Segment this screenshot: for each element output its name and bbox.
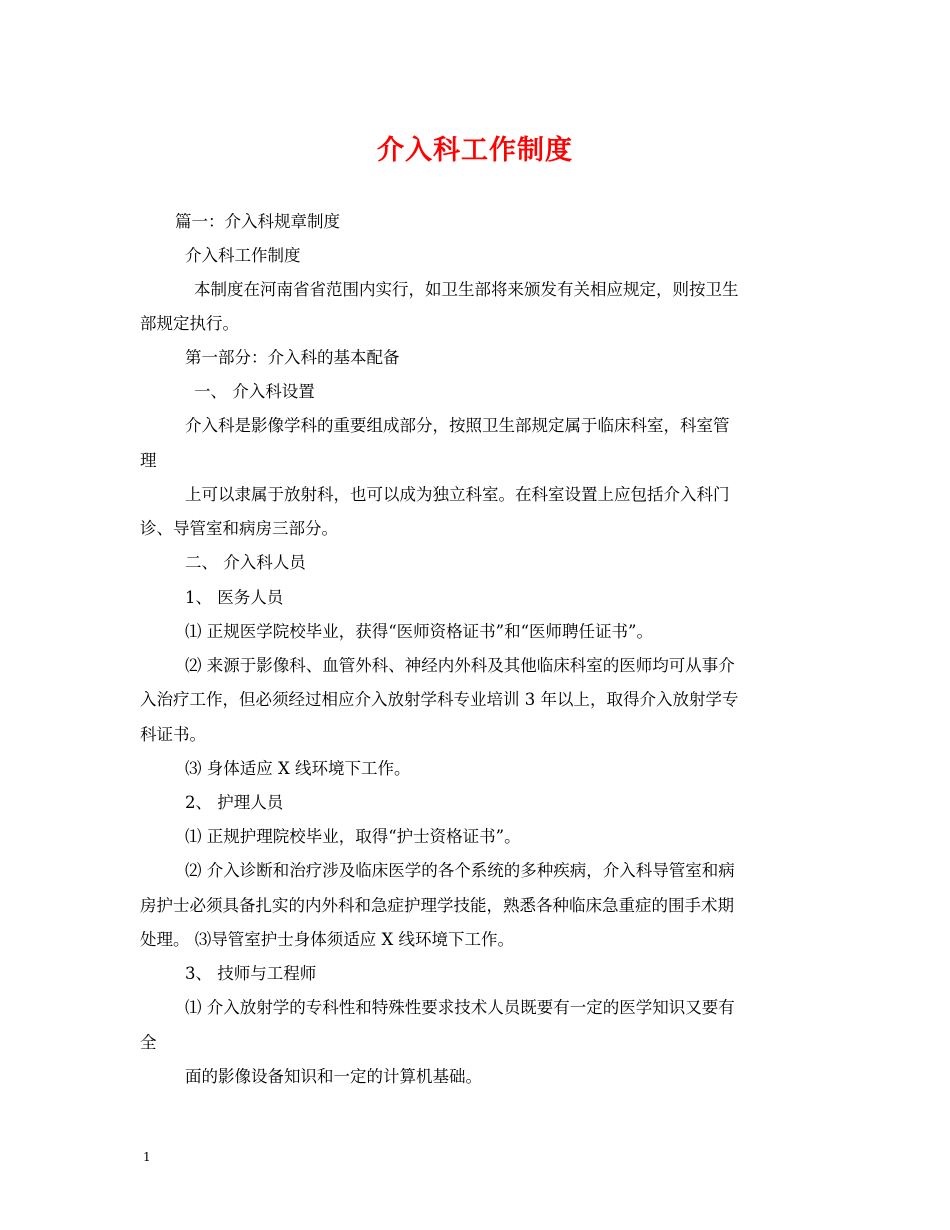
paragraph-line: 部规定执行。 [140,314,239,333]
sub-item-heading: 3、 技师与工程师 [185,964,317,983]
list-item: ⑵ 来源于影像科、血管外科、神经内外科及其他临床科室的医师均可从事介 [185,656,735,675]
paragraph-line: 上可以隶属于放射科，也可以成为独立科室。在科室设置上应包括介入科门 [185,485,730,504]
list-item: ⑴ 介入放射学的专科性和特殊性要求技术人员既要有一定的医学知识又要有 [185,998,735,1017]
page-number: 1 [143,1150,151,1164]
list-item: ⑴ 正规护理院校毕业，取得“护士资格证书”。 [185,827,521,846]
item-heading: 二、 介入科人员 [185,553,306,572]
paragraph-line: 房护士必须具备扎实的内外科和急症护理学技能，熟悉各种临床急重症的围手术期 [140,896,734,915]
section-heading: 篇一：介入科规章制度 [175,212,340,231]
page-title: 介入科工作制度 [377,135,573,166]
item-heading: 一、 介入科设置 [194,382,315,401]
list-item: ⑵ 介入诊断和治疗涉及临床医学的各个系统的多种疾病，介入科导管室和病 [185,861,735,880]
list-item: ⑶ 身体适应 X 线环境下工作。 [185,759,411,778]
paragraph-line: 理 [140,451,157,470]
paragraph-line: 入治疗工作，但必须经过相应介入放射学科专业培训 3 年以上，取得介入放射学专 [140,690,739,709]
paragraph-line: 本制度在河南省省范围内实行，如卫生部将来颁发有关相应规定，则按卫生 [194,280,739,299]
subheading: 介入科工作制度 [185,246,301,265]
paragraph-line: 面的影像设备知识和一定的计算机基础。 [185,1067,482,1086]
paragraph-line: 全 [140,1033,157,1052]
part-heading: 第一部分：介入科的基本配备 [185,348,400,367]
paragraph-line: 处理。 ⑶导管室护士身体须适应 X 线环境下工作。 [140,930,514,949]
sub-item-heading: 1、 医务人员 [185,588,284,607]
paragraph-line: 诊、导管室和病房三部分。 [140,519,338,538]
list-item: ⑴ 正规医学院校毕业，获得“医师资格证书”和“医师聘任证书”。 [185,622,653,641]
paragraph-line: 介入科是影像学科的重要组成部分，按照卫生部规定属于临床科室，科室管 [185,416,730,435]
paragraph-line: 科证书。 [140,725,206,744]
sub-item-heading: 2、 护理人员 [185,793,284,812]
